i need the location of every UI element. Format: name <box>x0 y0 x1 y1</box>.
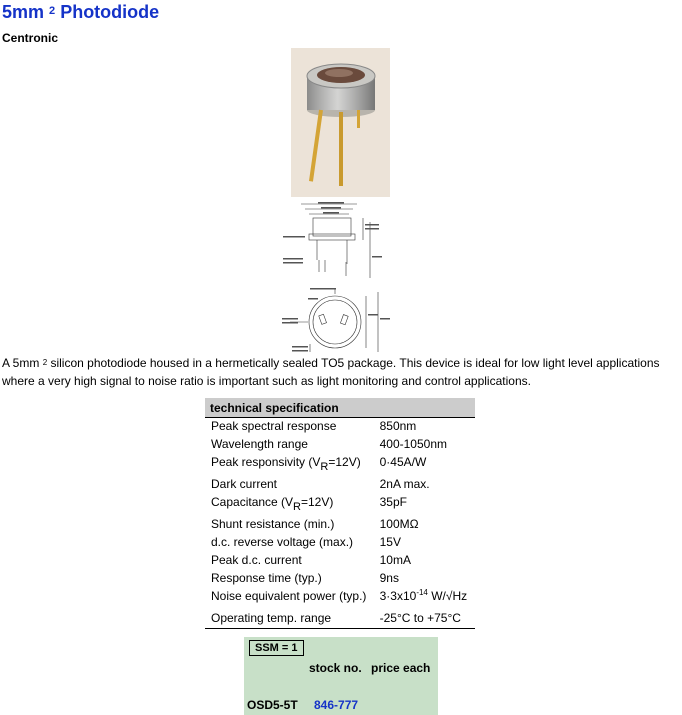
spec-label-part: Capacitance (V <box>211 495 294 509</box>
spec-label-part: =12V) <box>301 495 334 509</box>
spec-label-subscript: R <box>293 501 301 513</box>
description-rest: silicon photodiode housed in a hermetically sealed TO5 package. This device is ideal for low light level applications where a very high signal to noise ratio is important such as light monitoring and control applications. <box>2 356 660 388</box>
technical-specification-table <box>205 398 475 629</box>
spec-label: Dark current <box>211 477 278 491</box>
spec-row-nep <box>205 588 475 610</box>
spec-label: Peak spectral response <box>211 419 337 433</box>
spec-row-responsivity <box>205 454 475 476</box>
spec-value: 0·45A/W <box>379 455 427 469</box>
top-dimension-drawing <box>280 286 390 358</box>
price-each-header: price each <box>371 661 431 675</box>
spec-label-subscript: R <box>320 461 329 473</box>
spec-value-part: W/√Hz <box>431 589 468 603</box>
spec-value: 850nm <box>379 419 417 433</box>
spec-value: 9ns <box>379 571 399 585</box>
spec-value: 2nA max. <box>379 477 430 491</box>
photodiode-photo <box>291 48 390 197</box>
spec-row-response-time <box>205 570 475 588</box>
spec-label: d.c. reverse voltage (max.) <box>211 535 354 549</box>
product-title <box>2 2 159 23</box>
spec-row-wavelength <box>205 436 475 454</box>
spec-label-part: Peak responsivity (V <box>211 455 321 469</box>
manufacturer-name: Centronic <box>2 31 59 45</box>
part-number: OSD5-5T <box>247 698 298 712</box>
spec-value: 15V <box>379 535 401 549</box>
title-superscript: 2 <box>49 5 56 17</box>
spec-label <box>205 454 376 476</box>
spec-value: -25°C to +75°C <box>376 610 475 629</box>
title-suffix: Photodiode <box>60 2 160 22</box>
spec-label: Wavelength range <box>211 437 308 451</box>
spec-label: Shunt resistance (min.) <box>211 517 335 531</box>
spec-value: 35pF <box>379 495 407 509</box>
spec-row-peak-spectral <box>205 418 475 437</box>
spec-row-reverse-voltage <box>205 534 475 552</box>
side-dimension-drawing <box>273 200 383 280</box>
spec-row-dark-current <box>205 476 475 494</box>
spec-label-part: =12V) <box>328 455 361 469</box>
spec-header: technical specification <box>205 398 475 418</box>
spec-value: 10mA <box>379 553 411 567</box>
spec-row-op-temp <box>205 610 475 629</box>
spec-row-peak-current <box>205 552 475 570</box>
description-start: A 5mm <box>2 356 40 370</box>
spec-label: Operating temp. range <box>205 610 376 629</box>
order-box <box>244 637 438 715</box>
spec-value <box>376 588 475 610</box>
spec-label: Peak d.c. current <box>211 553 302 567</box>
spec-value-part: 3·3x10 <box>379 589 417 603</box>
spec-label <box>205 494 376 516</box>
stock-number-link[interactable]: 846-777 <box>314 698 359 712</box>
spec-value-superscript: -14 <box>416 588 428 597</box>
spec-label: Response time (typ.) <box>211 571 322 585</box>
title-text: 5mm <box>2 2 45 22</box>
spec-row-shunt <box>205 516 475 534</box>
stock-no-header: stock no. <box>309 661 362 675</box>
spec-value: 400-1050nm <box>379 437 447 451</box>
spec-row-capacitance <box>205 494 475 516</box>
description-superscript: 2 <box>42 358 48 367</box>
product-description <box>2 355 682 389</box>
spec-header-row <box>205 398 475 418</box>
spec-value: 100MΩ <box>379 517 419 531</box>
spec-label: Noise equivalent power (typ.) <box>211 589 367 603</box>
ssm-badge: SSM = 1 <box>249 640 304 656</box>
